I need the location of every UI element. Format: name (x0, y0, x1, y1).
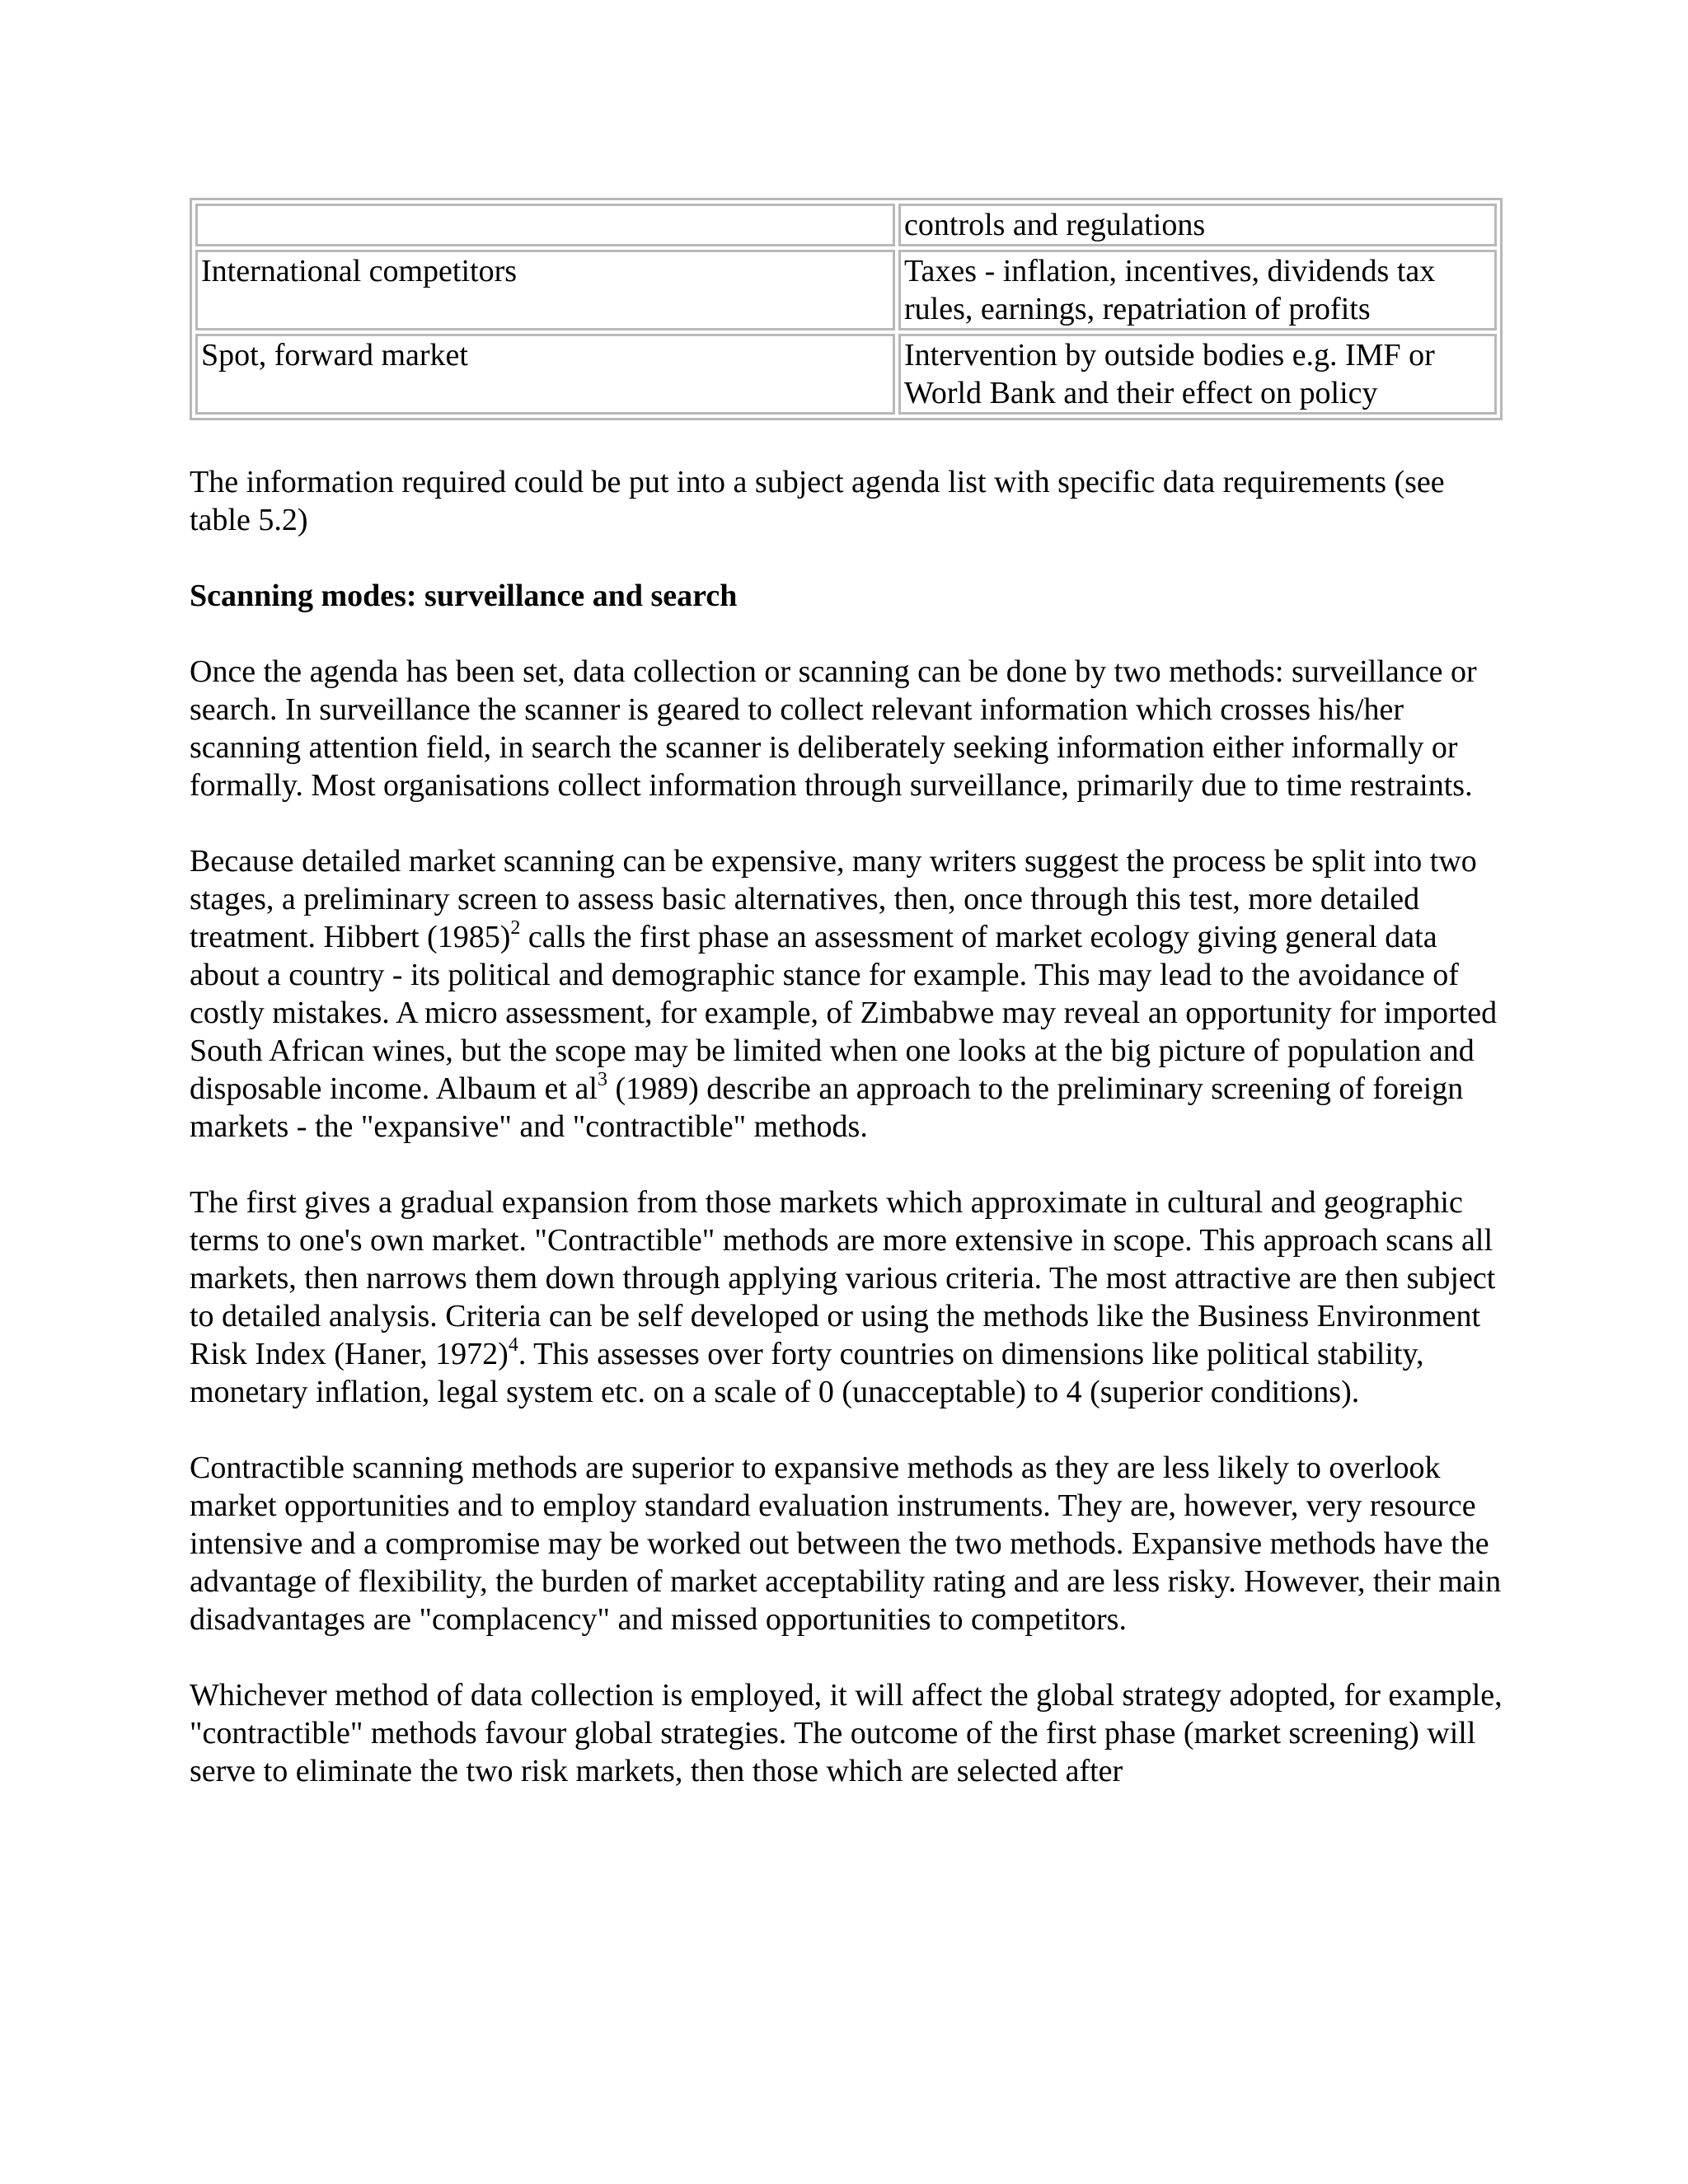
table-row (195, 204, 1497, 246)
table-row (195, 250, 1497, 330)
environment-factors-table (190, 198, 1503, 420)
table-cell-left: International competitors (195, 250, 895, 330)
intro-paragraph: The information required could be put into a subject agenda list with specific data requirements (see table 5.2) (190, 465, 1445, 537)
paragraph-two-stage-scanning (190, 842, 1508, 1146)
paragraph-method-comparison: Contractible scanning methods are superior to expansive methods as they are less likely to overlook market opportunities and to employ standard evaluation instruments. They are, however, very resource intensive and a compromise may be worked out between the two methods. Expansive methods have the advantage of flexibility, the burden of market acceptability rating and are less risky. However, their main disadvantages are "complacency" and missed opportunities to competitors. (190, 1451, 1502, 1637)
paragraph-text: . This assesses over forty countries on dimensions like political stability, monetary inflation, legal system etc. on a scale of 0 (unacceptable) to 4 (superior conditions). (190, 1337, 1424, 1409)
paragraph-text: (1989) describe an approach to the preliminary screening of foreign markets - the "expansive" and "contractible" methods. (190, 1071, 1464, 1144)
paragraph-surveillance-search: Once the agenda has been set, data collection or scanning can be done by two methods: surveillance or search. In surveillance the scanner is geared to collect relevant information which crosses his/her scanning attention field, in search the scanner is deliberately seeking information either informally or formally. Most organisations collect information through surveillance, primarily due to time restraints. (190, 654, 1477, 803)
paragraph-expansive-contractible (190, 1183, 1508, 1411)
paragraph-text: The first gives a gradual expansion from those markets which approximate in cultural and geographic terms to one's own market. "Contractible" methods are more extensive in scope. This approach scans all markets, then narrows them down through applying various criteria. The most attractive are then subject to detailed analysis. Criteria can be self developed or using the methods like the Business Environment Risk Index (Haner, 1972) (190, 1185, 1496, 1371)
table-cell-right: controls and regulations (898, 204, 1497, 246)
table-cell-right: Intervention by outside bodies e.g. IMF or World Bank and their effect on policy (898, 334, 1497, 415)
table-cell-left (195, 204, 895, 246)
footnote-ref: 2 (510, 917, 521, 939)
document-page (190, 198, 1508, 1790)
paragraph-global-strategy: Whichever method of data collection is employed, it will affect the global strategy adopted, for example, "contractible" methods favour global strategies. The outcome of the first phase (market screening) will serve to eliminate the two risk markets, then those which are selected after (190, 1678, 1503, 1788)
table-cell-right: Taxes - inflation, incentives, dividends tax rules, earnings, repatriation of profits (898, 250, 1497, 330)
table-cell-left: Spot, forward market (195, 334, 895, 415)
paragraph-text: calls the first phase an assessment of market ecology giving general data about a country - its political and demographic stance for example. This may lead to the avoidance of costly mistakes. A micro assessment, for example, of Zimbabwe may reveal an opportunity for imported South African wines, but the scope may be limited when one looks at the big picture of population and disposable income. Albaum et al (190, 920, 1498, 1106)
section-heading: Scanning modes: surveillance and search (190, 579, 738, 613)
paragraph-text: Because detailed market scanning can be expensive, many writers suggest the process be split into two stages, a preliminary screen to assess basic alternatives, then, once through this test, more detailed treatment. Hibbert (1985) (190, 844, 1477, 954)
footnote-ref: 3 (597, 1069, 607, 1090)
footnote-ref: 4 (508, 1334, 518, 1356)
table-row (195, 334, 1497, 415)
